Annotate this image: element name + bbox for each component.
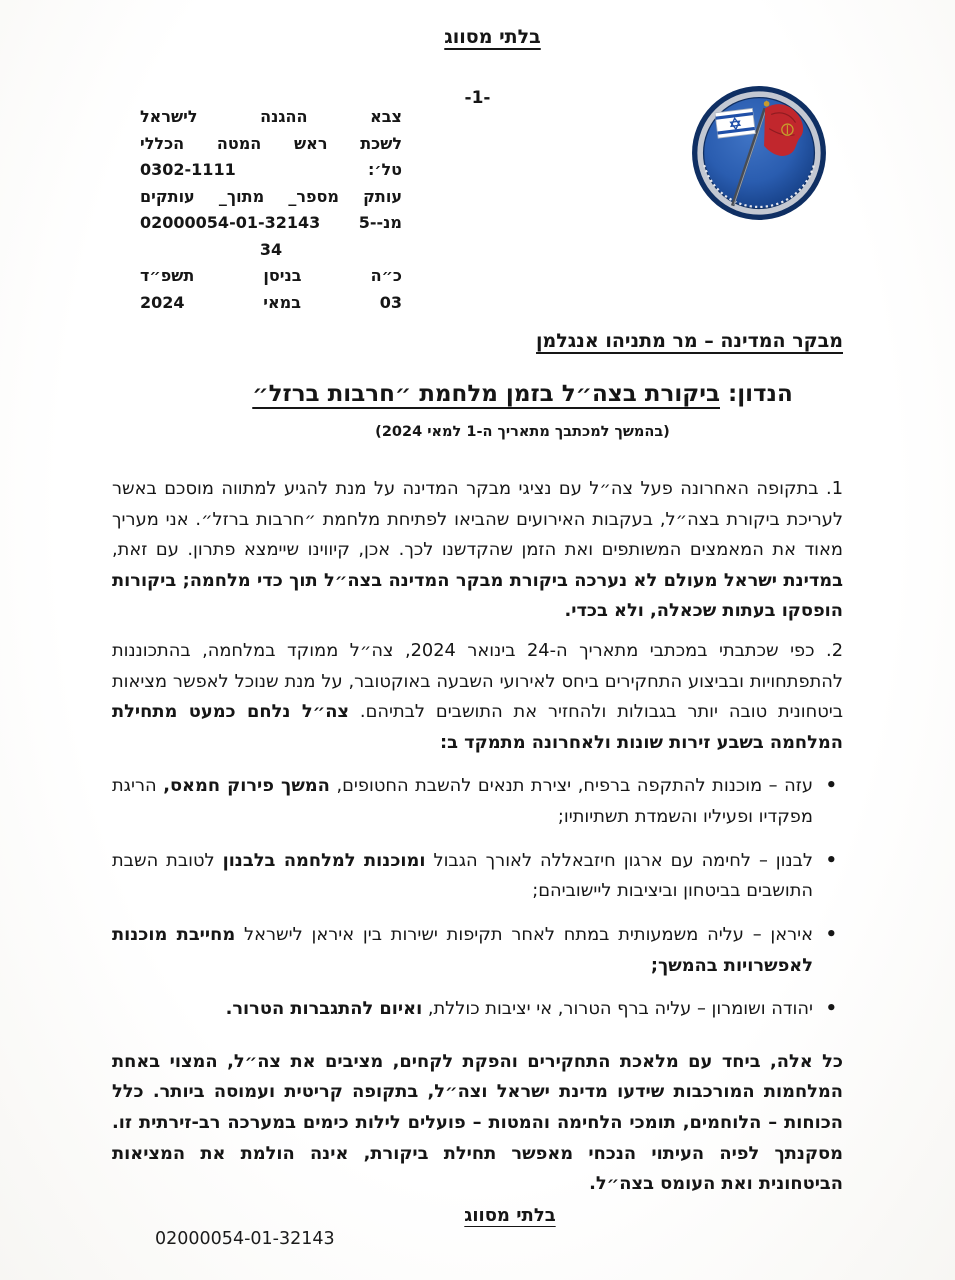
- bullet-text-bold: ומוכנות למלחמה בלבנון: [222, 849, 426, 871]
- idf-emblem-logo: [690, 84, 828, 222]
- classification-header: [30, 26, 955, 48]
- letterhead-copy-line: עותק מספר_ מתוך_ עותקים: [140, 186, 402, 206]
- addressee-text: מבקר המדינה – מר מתניהו אנגלמן: [536, 330, 843, 352]
- bullet-item-judea-samaria: [112, 994, 843, 1025]
- paragraph-text-bold: במדינת ישראל מעולם לא נערכה ביקורת מבקר המדינה בצה״ל תוך כדי מלחמה; ביקורות הופסקו בעתות שכאלה, ולא בכדי.: [112, 569, 843, 622]
- reference-note: (בהמשך למכתבך מתאריך ה-1 למאי 2024): [375, 424, 670, 440]
- bullet-text: לבנון – לחימה עם ארגון חיזבאללה לאורך הגבול: [433, 849, 814, 871]
- bullet-text: הריגת מפקדיו ופעיליו והשמדת תשתיותיו;: [112, 775, 813, 828]
- idf-emblem-icon: [690, 84, 828, 222]
- closing-paragraph: כל אלה, ביחד עם מלאכת התחקירים והפקת לקחים, מציבים את צה״ל, המצוי באחת המלחמות המורכבות שידעו מדינת ישראל וצה״ל, בתקופה קריטית ועמוסה ביותר. כלל הכוחות – הלוחמים, תומכי הלחימה והמטות – פועלים לילות כימים במערכה רב-זירתית זו. מסקנתך לפיה העיתוי הנכחי מאפשר תחילת ביקורת, אינה הולמת את המציאות הביטחונית ואת העומס בצה״ל.: [112, 1050, 843, 1195]
- bullet-text: לטובת השבת התושבים בביטחון וביציבות ליישוביהם;: [112, 849, 813, 902]
- addressee-line: [536, 330, 843, 352]
- item-number: 1.: [826, 478, 844, 499]
- subject-line: [150, 381, 895, 407]
- bullet-item-gaza: [112, 771, 843, 832]
- bullet-text: יהודה ושומרון – עליה ברף הטרור, אי יציבות כוללת,: [427, 998, 813, 1020]
- classification-footer: [65, 1205, 955, 1226]
- arena-bullet-list: [112, 771, 843, 1024]
- paragraph-text: כפי שכתבתי במכתבי מתאריך ה-24 בינואר 2024, צה״ל ממוקד במלחמה, בהתכוננות להתפתחויות ובביצוע התחקירים ביחס לאירועי השבעה באוקטובר, על מנת שנוכל לאפשר מציאות ביטחונית טובה יותר בגבולות ולהחזיר את התושבים לבתיהם.: [112, 640, 844, 723]
- letterhead-phone-line: טל׳: 0302-1111: [140, 160, 402, 180]
- letterhead-hebrew-date: כ״ה בניסן תשפ״ד: [140, 266, 402, 286]
- paragraph-text-bold: צה״ל נלחם כמעט מתחילת המלחמה בשבע זירות שונות ולאחרונה מתמקד ב:: [112, 701, 843, 753]
- letterhead-org-line: צבא ההגנה לישראל: [140, 107, 402, 126]
- letterhead: [140, 104, 402, 316]
- letterhead-office-line: לשכת ראש המטה הכללי: [140, 133, 402, 153]
- bullet-icon: •: [825, 849, 837, 871]
- bullet-item-lebanon: [112, 846, 843, 907]
- page-number: -1-: [464, 88, 491, 108]
- classification-footer-text: בלתי מסווג: [464, 1205, 556, 1226]
- item-number: 2.: [826, 640, 844, 662]
- letter-body: [112, 474, 843, 1218]
- classification-header-text: בלתי מסווג: [444, 26, 541, 48]
- bullet-text-bold: ואיום להתגברות הטרור.: [225, 998, 423, 1020]
- bullet-text: עזה – מוכנות להתקפה ברפיח, יצירת תנאים להשבת החטופים,: [336, 775, 814, 797]
- numbered-paragraph-1: [112, 474, 843, 627]
- bullet-icon: •: [825, 923, 837, 945]
- subject-prefix: הנדון:: [728, 381, 793, 407]
- bullet-icon: •: [825, 998, 837, 1020]
- bullet-text-bold: המשך פירוק חמאס,: [163, 775, 330, 797]
- bullet-text-bold: מחייבת מוכנות לאפשרויות בהמשך;: [112, 923, 813, 976]
- letterhead-civil-date: 03 במאי 2024: [140, 292, 402, 312]
- subject-title: ביקורת בצה״ל בזמן מלחמת ״חרבות ברזל״: [252, 381, 720, 407]
- letterhead-reference-line: מנ--5 02000054-01-32143: [140, 213, 402, 233]
- numbered-paragraph-2: [112, 636, 843, 758]
- bullet-text: איראן – עליה משמעותית במתח לאחר תקיפות ישירות בין איראן לישראל: [244, 923, 813, 945]
- bullet-icon: •: [825, 775, 837, 797]
- subject-block: [150, 381, 895, 440]
- bullet-item-iran: [112, 920, 843, 981]
- footer-reference-number: 02000054-01-32143: [155, 1229, 335, 1249]
- paragraph-text: בתקופה האחרונה פעל צה״ל עם נציגי מבקר המדינה על מנת להגיע למתווה מוסכם באשר לעריכת ביקורת בצה״ל, בעקבות האירועים שהביאו לפתיחת מלחמת ״חרבות ברזל״. אני מעריך מאוד את המאמצים המשותפים ואת הזמן שהקדשנו לכך. אכן, קיווינו שיימצא פתרון. עם זאת,: [112, 478, 843, 561]
- letterhead-reference-line2: 34: [259, 239, 283, 259]
